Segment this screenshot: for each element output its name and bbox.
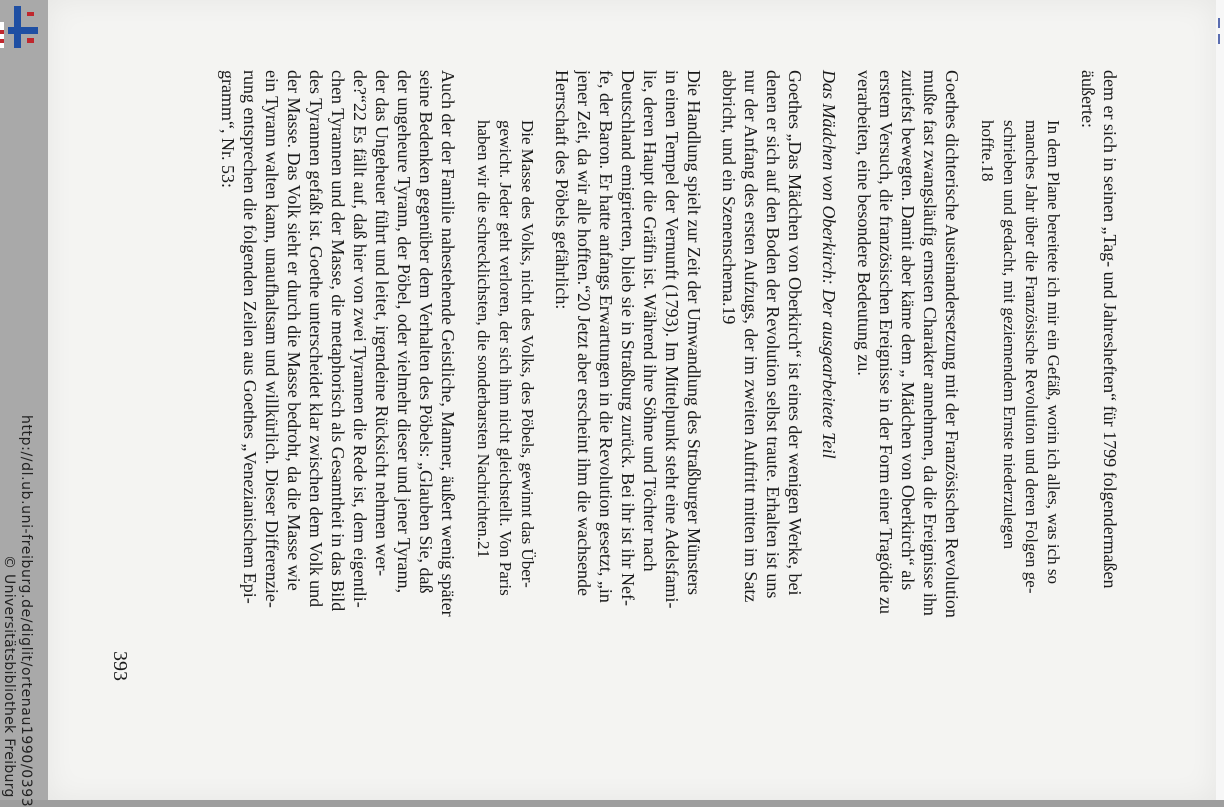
text-line: der ungeheure Tyrann, der Pöbel, oder vielmehr dieser und jener Tyrann, [394,70,414,594]
edge-mark [1218,34,1220,44]
text-line: erstem Versuch, die französischen Ereignisse in der Form einer Tragödie zu [876,70,896,615]
text-line: Die Handlung spielt zur Zeit der Umwandlung des Straßburger Münsters [684,70,704,596]
viewer-side-strip [0,0,48,807]
permalink-url[interactable]: http://dl.ub.uni-freiburg.de/diglit/ortenau1990/0393 [18,415,34,807]
text-line: In dem Plane bereitete ich mir ein Gefäß, worin ich alles, was ich so [1044,120,1063,585]
edge-mark [1218,18,1220,28]
text-line: denen er sich auf den Boden der Revolution selbst traute. Erhalten ist uns [763,70,783,599]
page-number: 393 [109,651,131,681]
text-line: abbricht, und ein Szenenschema.19 [719,70,739,325]
text-line: haben wir die schrecklichsten, die sonderbarsten Nachrichten.21 [474,120,493,559]
text-line: zutiefst bewegten. Damit aber käme dem „ Mädchen von Oberkirch“ als [898,70,918,591]
text-line: fe, der Baron. Er hatte anfangs Erwartungen in die Revolution gesetzt, „in [596,70,616,603]
block-quote [472,70,538,680]
paragraph [1077,70,1121,680]
text-line: des Tyrannen gefaßt ist. Goethe unterscheidet klar zwischen dem Volk und [306,70,326,608]
paragraph [217,70,459,680]
text-line: der Masse. Das Volk sieht er durch die Masse bedroht, da die Masse wie [284,70,304,591]
text-line: Auch der der Familie nahestehende Geistliche, Manner, äußert wenig später [438,70,458,617]
text-line: gewicht. Jeder geht verloren, der sich ihm nicht gleichstellt. Von Paris [496,120,515,596]
text-line: gramm“, Nr. 53: [218,70,238,188]
paragraph [718,70,806,680]
text-line: nur der Anfang des ersten Aufzugs, der im zweiten Auftritt mitten im Satz [741,70,761,603]
text-line: manches Jahr über die Französische Revolution und deren Folgen ge- [1022,120,1041,594]
viewer-footer [0,0,48,807]
text-line: Goethes „Das Mädchen von Oberkirch“ ist eines der wenigen Werke, bei [785,70,805,596]
page-edge [1216,0,1224,800]
paragraph [551,70,705,680]
text-line: Die Masse des Volks, nicht des Volks, des Pöbels, gewinnt das Über- [518,120,537,588]
text-line: Herrschaft des Pöbels gefährlich: [552,70,572,310]
text-line: chen Tyrannen und der Masse, die metaphorisch als Gesamtheit in das Bild [328,70,348,612]
text-line: jener Zeit, da wir alle hofften.“20 Jetzt aber erscheint ihm die wachsende [574,70,594,596]
text-line: dem er sich in seinen „Tag- und Jahresheften“ für 1799 folgendermaßen [1100,70,1120,589]
paragraph [853,70,963,680]
text-line: in einen Tempel der Vernunft (1793). Im Mittelpunkt steht eine Adelsfami- [662,70,682,609]
section-heading: Das Mädchen von Oberkirch: Der ausgearbeitete Teil [819,70,839,459]
text-line: äußerte: [1078,70,1098,128]
text-line: Deutschland emigrierten, blieb sie in Straßburg zurück. Bei ihr ist ihr Nef- [618,70,638,607]
text-line: der das Ungeheuer führt und leitet, irgendeine Rücksicht nehmen wer- [372,70,392,577]
copyright-notice: © Universitätsbibliothek Freiburg [1,555,17,798]
text-line: schrieben und gedacht, mit geziemendem Ernste niederzulegen [1000,120,1019,550]
text-line: hoffte.18 [978,120,997,182]
text-line: lie, deren Haupt die Gräfin ist. Während ihre Söhne und Töchter nach [640,70,660,572]
text-column [204,70,1121,680]
text-line: seine Bedenken gegenüber dem Verhalten des Pöbels: „Glauben Sie, daß [416,70,436,594]
page-content [48,0,1216,800]
text-line: ein Tyrann walten kann, unaufhaltsam und willkürlich. Dieser Differenzie- [262,70,282,608]
text-line: Goethes dichterische Auseinandersetzung mit der Französischen Revolution [942,70,962,618]
text-line: verarbeiten, eine besondere Bedeutung zu. [854,70,874,376]
text-line: de?“22 Es fällt auf, daß hier von zwei Tyrannen die Rede ist, dem eigentli- [350,70,370,608]
text-line: rung entsprechen die folgenden Zeilen aus Goethes „Venezianischem Epi- [240,70,260,604]
text-line: mußte fast zwangsläufig ernsten Charakter annehmen, da die Ereignisse ihn [920,70,940,616]
block-quote [976,70,1064,680]
